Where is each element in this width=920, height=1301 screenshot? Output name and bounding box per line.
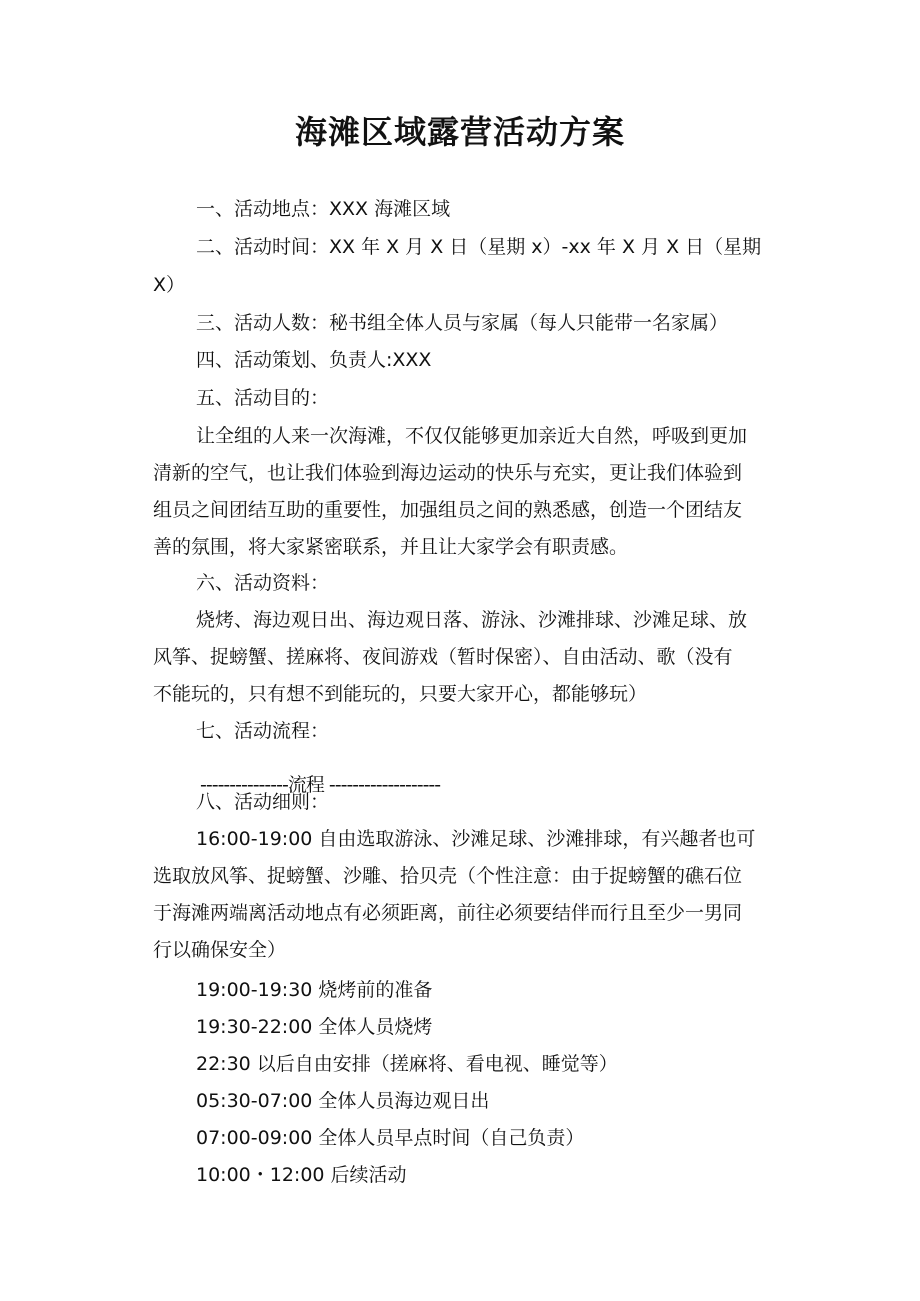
purpose-text-line: 善的氛围，将大家紧密联系，并且让大家学会有职责感。 [153,536,629,558]
document-title: 海滩区域露营活动方案 [294,113,625,151]
purpose-heading: 五、活动目的： [196,387,330,409]
organizer-line: 四、活动策划、负责人:XXX [196,349,432,371]
schedule-item: 07:00-09:00 全体人员早点时间（自己负责） [196,1127,585,1149]
schedule-item: 19:00-19:30 烧烤前的准备 [196,979,433,1001]
rules-text-line: 行以确保安全） [153,939,287,961]
location-line: 一、活动地点：XXX 海滩区域 [196,198,451,220]
time-line-cont: X） [153,274,186,296]
rules-heading: 八、活动细则： [196,791,330,813]
time-line: 二、活动时间：XX 年 X 月 X 日（星期 x）-xx 年 X 月 X 日（星期 [196,236,762,258]
rules-text-line: 16:00-19:00 自由选取游泳、沙滩足球、沙滩排球，有兴趣者也可 [196,828,756,850]
materials-text-line: 烧烤、海边观日出、海边观日落、游泳、沙滩排球、沙滩足球、放 [196,609,748,631]
rules-text-line: 选取放风筝、捉螃蟹、沙雕、拾贝壳（个性注意：由于捉螃蟹的礁石位 [153,865,743,887]
materials-heading: 六、活动资料： [196,572,330,594]
materials-text-line: 不能玩的，只有想不到能玩的，只要大家开心，都能够玩） [153,683,648,705]
purpose-text-line: 让全组的人来一次海滩，不仅仅能够更加亲近大自然，呼吸到更加 [196,425,748,447]
process-heading: 七、活动流程： [196,720,330,742]
rules-text-line: 于海滩两端离活动地点有必须距离，前往必须要结伴而行且至少一男同 [153,902,743,924]
participants-line: 三、活动人数：秘书组全体人员与家属（每人只能带一名家属） [196,312,729,334]
schedule-item: 22:30 以后自由安排（搓麻将、看电视、睡觉等） [196,1053,618,1075]
materials-text-line: 风筝、捉螃蟹、搓麻将、夜间游戏（暂时保密）、自由活动、歌（没有 [153,646,733,668]
schedule-item: 05:30-07:00 全体人员海边观日出 [196,1090,490,1112]
purpose-text-line: 清新的空气，也让我们体验到海边运动的快乐与充实，更让我们体验到 [153,462,743,484]
process-divider: ---------------流程 ------------------- [200,774,441,796]
purpose-text-line: 组员之间团结互助的重要性，加强组员之间的熟悉感，创造一个团结友 [153,499,743,521]
schedule-item: 19:30-22:00 全体人员烧烤 [196,1016,433,1038]
schedule-item: 10:00・12:00 后续活动 [196,1164,407,1186]
